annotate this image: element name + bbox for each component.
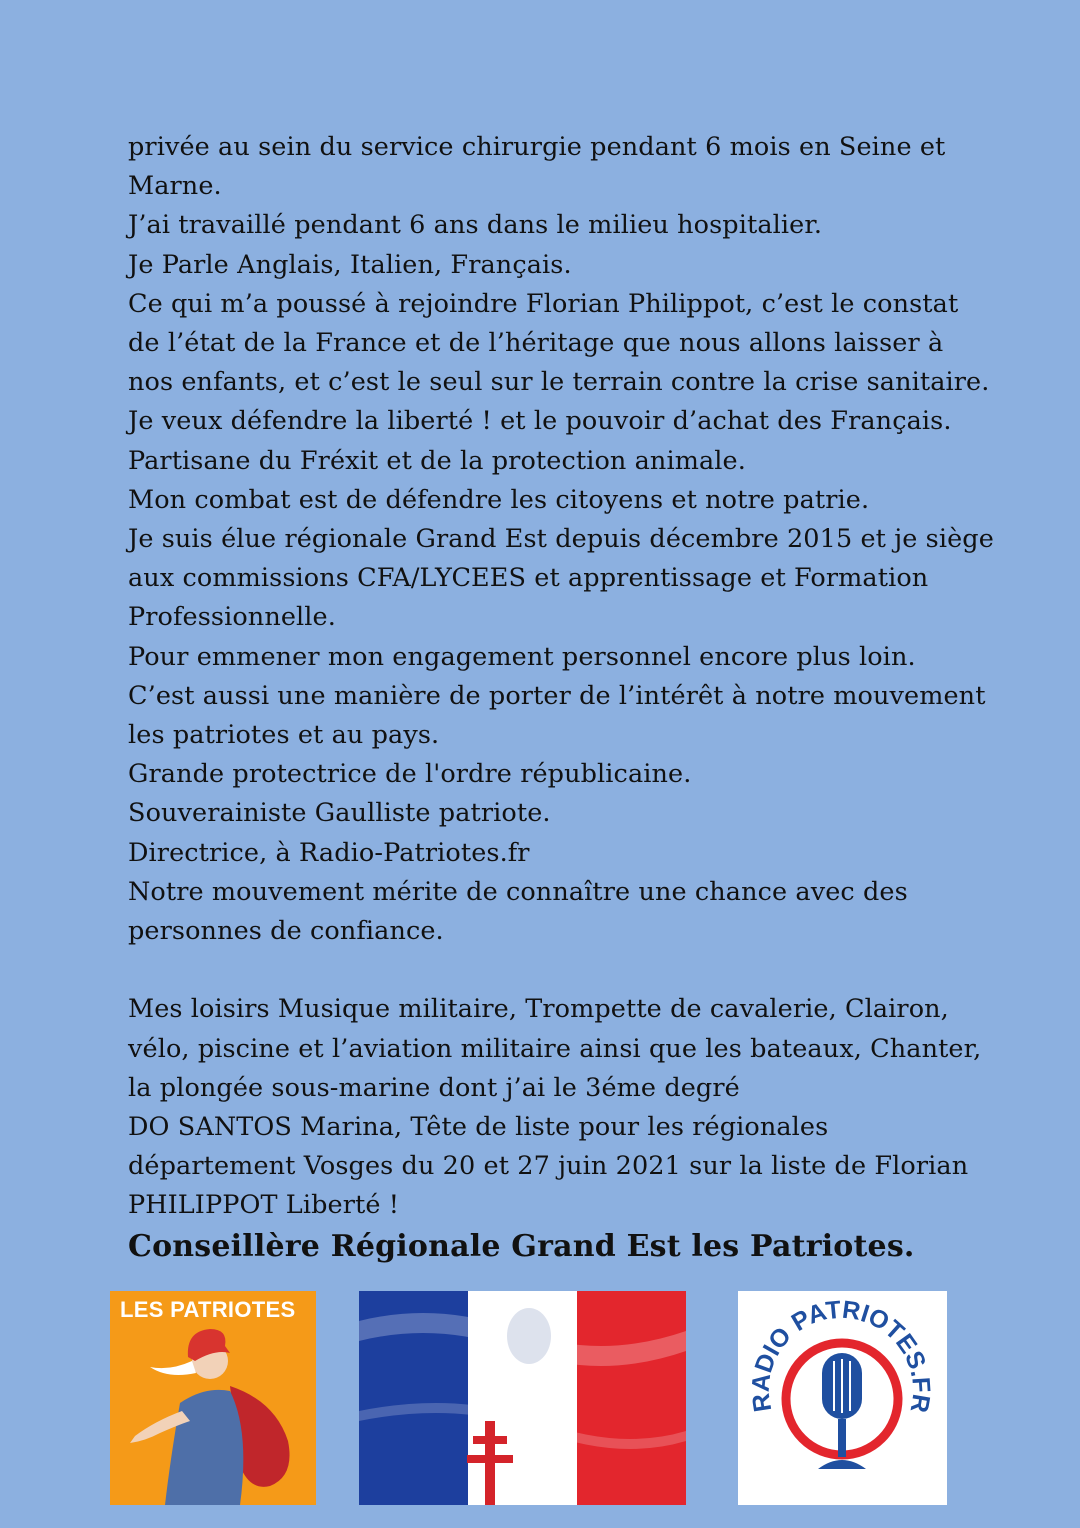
body-line: Mon combat est de défendre les citoyens et notre patrie. <box>128 484 870 515</box>
body-line: la plongée sous-marine dont j’ai le 3éme degré <box>128 1072 740 1103</box>
body-line: Mes loisirs Musique militaire, Trompette de cavalerie, Clairon, <box>128 994 949 1025</box>
body-text <box>128 128 994 1226</box>
radio-ring-text: RADIO PATRIOTES.FR <box>746 1295 936 1415</box>
body-line: Je Parle Anglais, Italien, Français. <box>128 249 572 280</box>
body-line: Partisane du Fréxit et de la protection animale. <box>128 445 746 476</box>
lorraine-cross-icon <box>359 1291 686 1505</box>
body-line: Je veux défendre la liberté ! et le pouvoir d’achat des Français. <box>128 406 952 437</box>
marianne-figure-icon <box>110 1291 316 1505</box>
body-line: Notre mouvement mérite de connaître une chance avec des <box>128 876 908 907</box>
body-line: J’ai travaillé pendant 6 ans dans le milieu hospitalier. <box>128 210 823 241</box>
les-patriotes-title: LES PATRIOTES <box>120 1297 296 1322</box>
les-patriotes-logo <box>110 1291 316 1505</box>
body-line: Grande protectrice de l'ordre républicaine. <box>128 759 692 790</box>
flag-lorraine-image <box>359 1291 686 1505</box>
radio-patriotes-logo <box>738 1291 947 1505</box>
radio-patriotes-emblem <box>738 1291 947 1505</box>
body-line: personnes de confiance. <box>128 916 444 947</box>
body-line: DO SANTOS Marina, Tête de liste pour les régionales <box>128 1112 829 1143</box>
headline: Conseillère Régionale Grand Est les Patriotes. <box>128 1229 915 1264</box>
body-line: Pour emmener mon engagement personnel encore plus loin. <box>128 641 916 672</box>
body-line: de l’état de la France et de l’héritage que nous allons laisser à <box>128 328 944 359</box>
body-line: privée au sein du service chirurgie pendant 6 mois en Seine et <box>128 132 946 162</box>
body-line: C’est aussi une manière de porter de l’intérêt à notre mouvement <box>128 680 986 711</box>
body-line: Je suis élue régionale Grand Est depuis décembre 2015 et je siège <box>128 524 994 555</box>
body-line: Professionnelle. <box>128 602 336 633</box>
body-line <box>128 951 988 990</box>
body-line: vélo, piscine et l’aviation militaire ainsi que les bateaux, Chanter, <box>128 1033 982 1064</box>
body-line: Ce qui m’a poussé à rejoindre Florian Philippot, c’est le constat <box>128 288 959 319</box>
body-line: aux commissions CFA/LYCEES et apprentissage et Formation <box>128 563 929 594</box>
body-line: Directrice, à Radio-Patriotes.fr <box>128 837 530 868</box>
body-line: nos enfants, et c’est le seul sur le terrain contre la crise sanitaire. <box>128 367 990 398</box>
body-line: Souverainiste Gaulliste patriote. <box>128 798 551 829</box>
body-line: PHILIPPOT Liberté ! <box>128 1190 400 1221</box>
body-line: département Vosges du 20 et 27 juin 2021 sur la liste de Florian <box>128 1151 969 1182</box>
body-line: Marne. <box>128 171 222 202</box>
body-line: les patriotes et au pays. <box>128 720 440 751</box>
